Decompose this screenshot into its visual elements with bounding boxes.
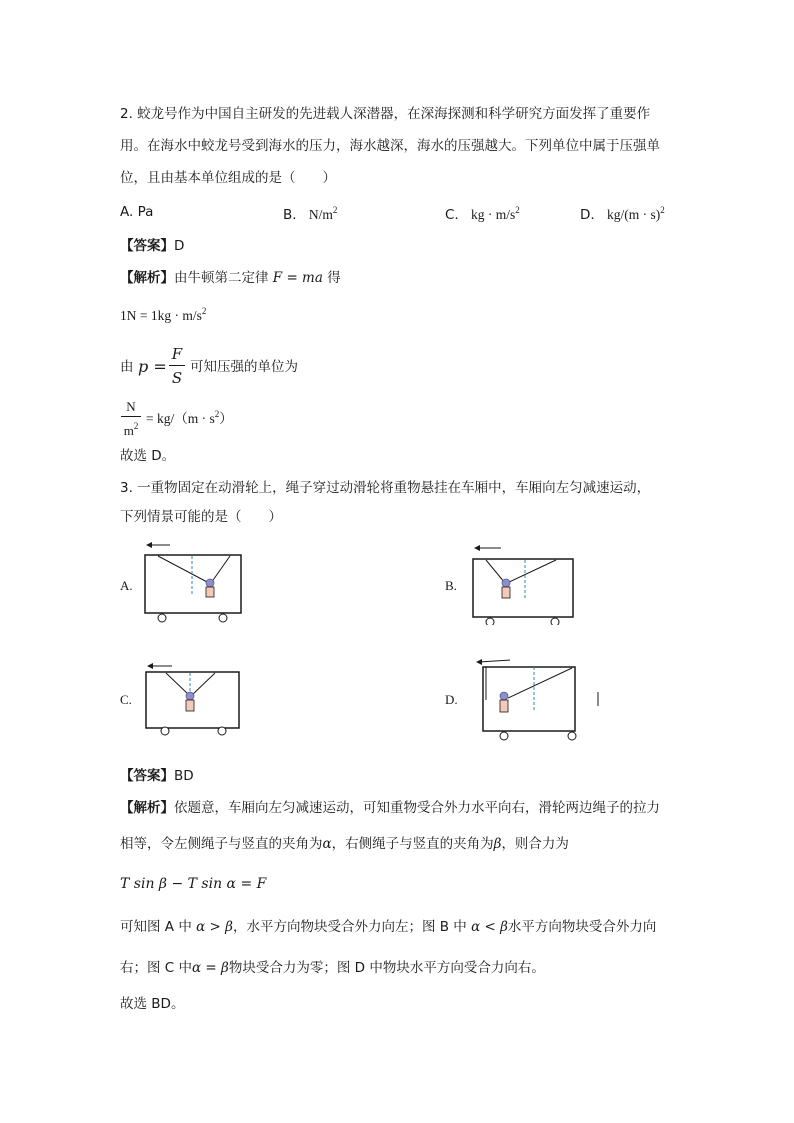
analysis-label: 【解析】 — [120, 270, 174, 286]
q2-option-d — [580, 206, 665, 223]
q2-ke-zhi: 可知压强的单位为 — [190, 359, 298, 375]
q2-option-c — [445, 206, 520, 223]
relation-c: α = β — [192, 960, 229, 976]
option-letter: D. — [580, 207, 595, 223]
wheel-left — [158, 614, 166, 622]
cart-body — [473, 559, 573, 617]
fraction-bar — [169, 365, 185, 366]
fraction-numerator: F — [171, 345, 183, 363]
rope-right — [508, 668, 572, 698]
block — [206, 587, 214, 597]
formula-newton: F = ma — [272, 270, 323, 286]
q2-option-a — [120, 206, 153, 220]
option-text: kg/(m · s) — [606, 207, 661, 222]
fraction-denominator: S — [171, 369, 183, 387]
left-arrow-icon — [474, 545, 501, 551]
figure-d-cart — [468, 650, 608, 745]
option-letter: B. — [283, 207, 297, 223]
q3-stem-line-1: 3. 一重物固定在动滑轮上，绳子穿过动滑轮将重物悬挂在车厢中，车厢向左匀减速运动， — [120, 480, 651, 496]
rope-left — [486, 560, 505, 583]
q3-answer — [120, 770, 194, 784]
answer-value: D — [174, 238, 185, 254]
q2-stem-line-3: 位，且由基本单位组成的是（ ） — [120, 170, 336, 186]
q3-stem-line-2: 下列情景可能的是（ ） — [120, 509, 282, 525]
wheel-right — [568, 732, 576, 740]
formula-exponent: 2 — [201, 306, 207, 316]
block — [186, 700, 194, 711]
q2-fraction-N-over-m2 — [121, 399, 141, 439]
figure-label-a: A. — [120, 578, 133, 593]
analysis-text: ，则合力为 — [501, 836, 569, 852]
q2-answer — [120, 240, 184, 254]
fraction-denominator-exponent: 2 — [133, 421, 139, 431]
pulley — [502, 579, 510, 587]
pulley — [186, 692, 194, 700]
q3-analysis-line-4 — [120, 921, 656, 935]
wheel-left — [486, 618, 494, 625]
q3-analysis-line-2 — [120, 838, 569, 852]
formula-unit: 1N = 1kg · m/s — [120, 308, 202, 323]
rope-right — [191, 673, 215, 696]
q2-p-equals: p = — [138, 357, 167, 376]
option-exponent: 2 — [515, 205, 520, 215]
wheel-right — [219, 614, 227, 622]
symbol-beta: β — [493, 836, 502, 852]
rope-left — [158, 556, 209, 583]
relation-b: α < β — [471, 919, 508, 935]
q3-analysis-line-5 — [120, 962, 545, 976]
q3-conclusion: 故选 BD。 — [120, 996, 185, 1012]
pulley — [500, 692, 508, 700]
analysis-text: ，水平方向物块受合外力向左；图 B 中 — [232, 919, 467, 935]
option-exponent: 2 — [332, 205, 338, 215]
figure-c-cart — [140, 658, 250, 743]
cart-body — [483, 667, 575, 731]
q2-stem-line-2: 用。在海水中蛟龙号受到海水的压力，海水越深，海水的压强越大。下列单位中属于压强单 — [120, 138, 660, 154]
q3-analysis-line-1 — [120, 802, 660, 816]
analysis-text: 依题意，车厢向左匀减速运动，可知重物受合外力水平向右，滑轮两边绳子的拉力 — [174, 800, 660, 816]
analysis-text: 水平方向物块受合外力向 — [507, 919, 657, 935]
formula-rhs-end: ） — [219, 411, 233, 426]
symbol-alpha: α — [322, 836, 332, 852]
figure-label-d: D. — [445, 692, 458, 707]
answer-label: 【答案】 — [120, 768, 174, 784]
analysis-text: 相等，令左侧绳子与竖直的夹角为 — [120, 836, 323, 852]
left-arrow-icon — [147, 663, 172, 669]
option-text: N/m — [308, 207, 333, 222]
wheel-right — [551, 618, 559, 625]
analysis-text: 可知图 A 中 — [120, 919, 192, 935]
q3-force-equation: T sin β − T sin α = F — [120, 876, 267, 892]
formula-exponent: 2 — [214, 409, 220, 419]
q2-unit-equation — [120, 307, 206, 323]
block — [500, 700, 508, 712]
analysis-text: 右；图 C 中 — [120, 960, 193, 976]
rope-right — [507, 560, 556, 583]
block — [502, 587, 510, 598]
q2-fraction-F-over-S — [169, 345, 185, 387]
answer-value: BD — [174, 768, 194, 784]
fraction-numerator: N — [126, 399, 136, 414]
q2-conclusion: 故选 D。 — [120, 448, 176, 464]
wheel-left — [161, 727, 169, 735]
rope-left — [166, 673, 190, 696]
fraction-bar — [121, 416, 141, 417]
q2-unit-result — [146, 410, 233, 426]
wheel-right — [218, 727, 226, 735]
figure-label-b: B. — [445, 578, 457, 593]
analysis-text: 得 — [327, 270, 341, 286]
wheel-left — [500, 732, 508, 740]
answer-label: 【答案】 — [120, 238, 174, 254]
analysis-text: 由牛顿第二定律 — [174, 270, 269, 286]
q2-you: 由 — [120, 359, 134, 375]
figure-a-cart — [140, 540, 250, 625]
formula-rhs: = kg/（m · s — [146, 411, 215, 426]
fraction-denominator-base: m — [123, 423, 134, 438]
left-arrow-icon — [146, 542, 170, 548]
figure-label-c: C. — [120, 692, 132, 707]
option-letter: C. — [445, 207, 459, 223]
q2-stem-line-1: 2. 蛟龙号作为中国自主研发的先进载人深潜器，在深海探测和科学研究方面发挥了重要作 — [120, 106, 651, 122]
rope-right — [211, 556, 230, 583]
pulley — [206, 579, 214, 587]
analysis-label: 【解析】 — [120, 800, 174, 816]
left-arrow-icon — [476, 659, 510, 665]
option-text: kg · m/s — [471, 207, 516, 222]
option-text: Pa — [137, 204, 154, 220]
option-letter: A. — [120, 204, 134, 220]
relation-a: α > β — [196, 919, 233, 935]
option-exponent: 2 — [660, 205, 665, 215]
figure-b-cart — [468, 540, 578, 625]
analysis-text: 物块受合力为零；图 D 中物块水平方向受合力向右。 — [228, 960, 545, 976]
analysis-text: ，右侧绳子与竖直的夹角为 — [331, 836, 494, 852]
q2-analysis-line-1 — [120, 272, 341, 286]
fraction-denominator — [121, 421, 141, 439]
cart-body — [145, 555, 241, 613]
q2-option-b — [283, 206, 337, 223]
